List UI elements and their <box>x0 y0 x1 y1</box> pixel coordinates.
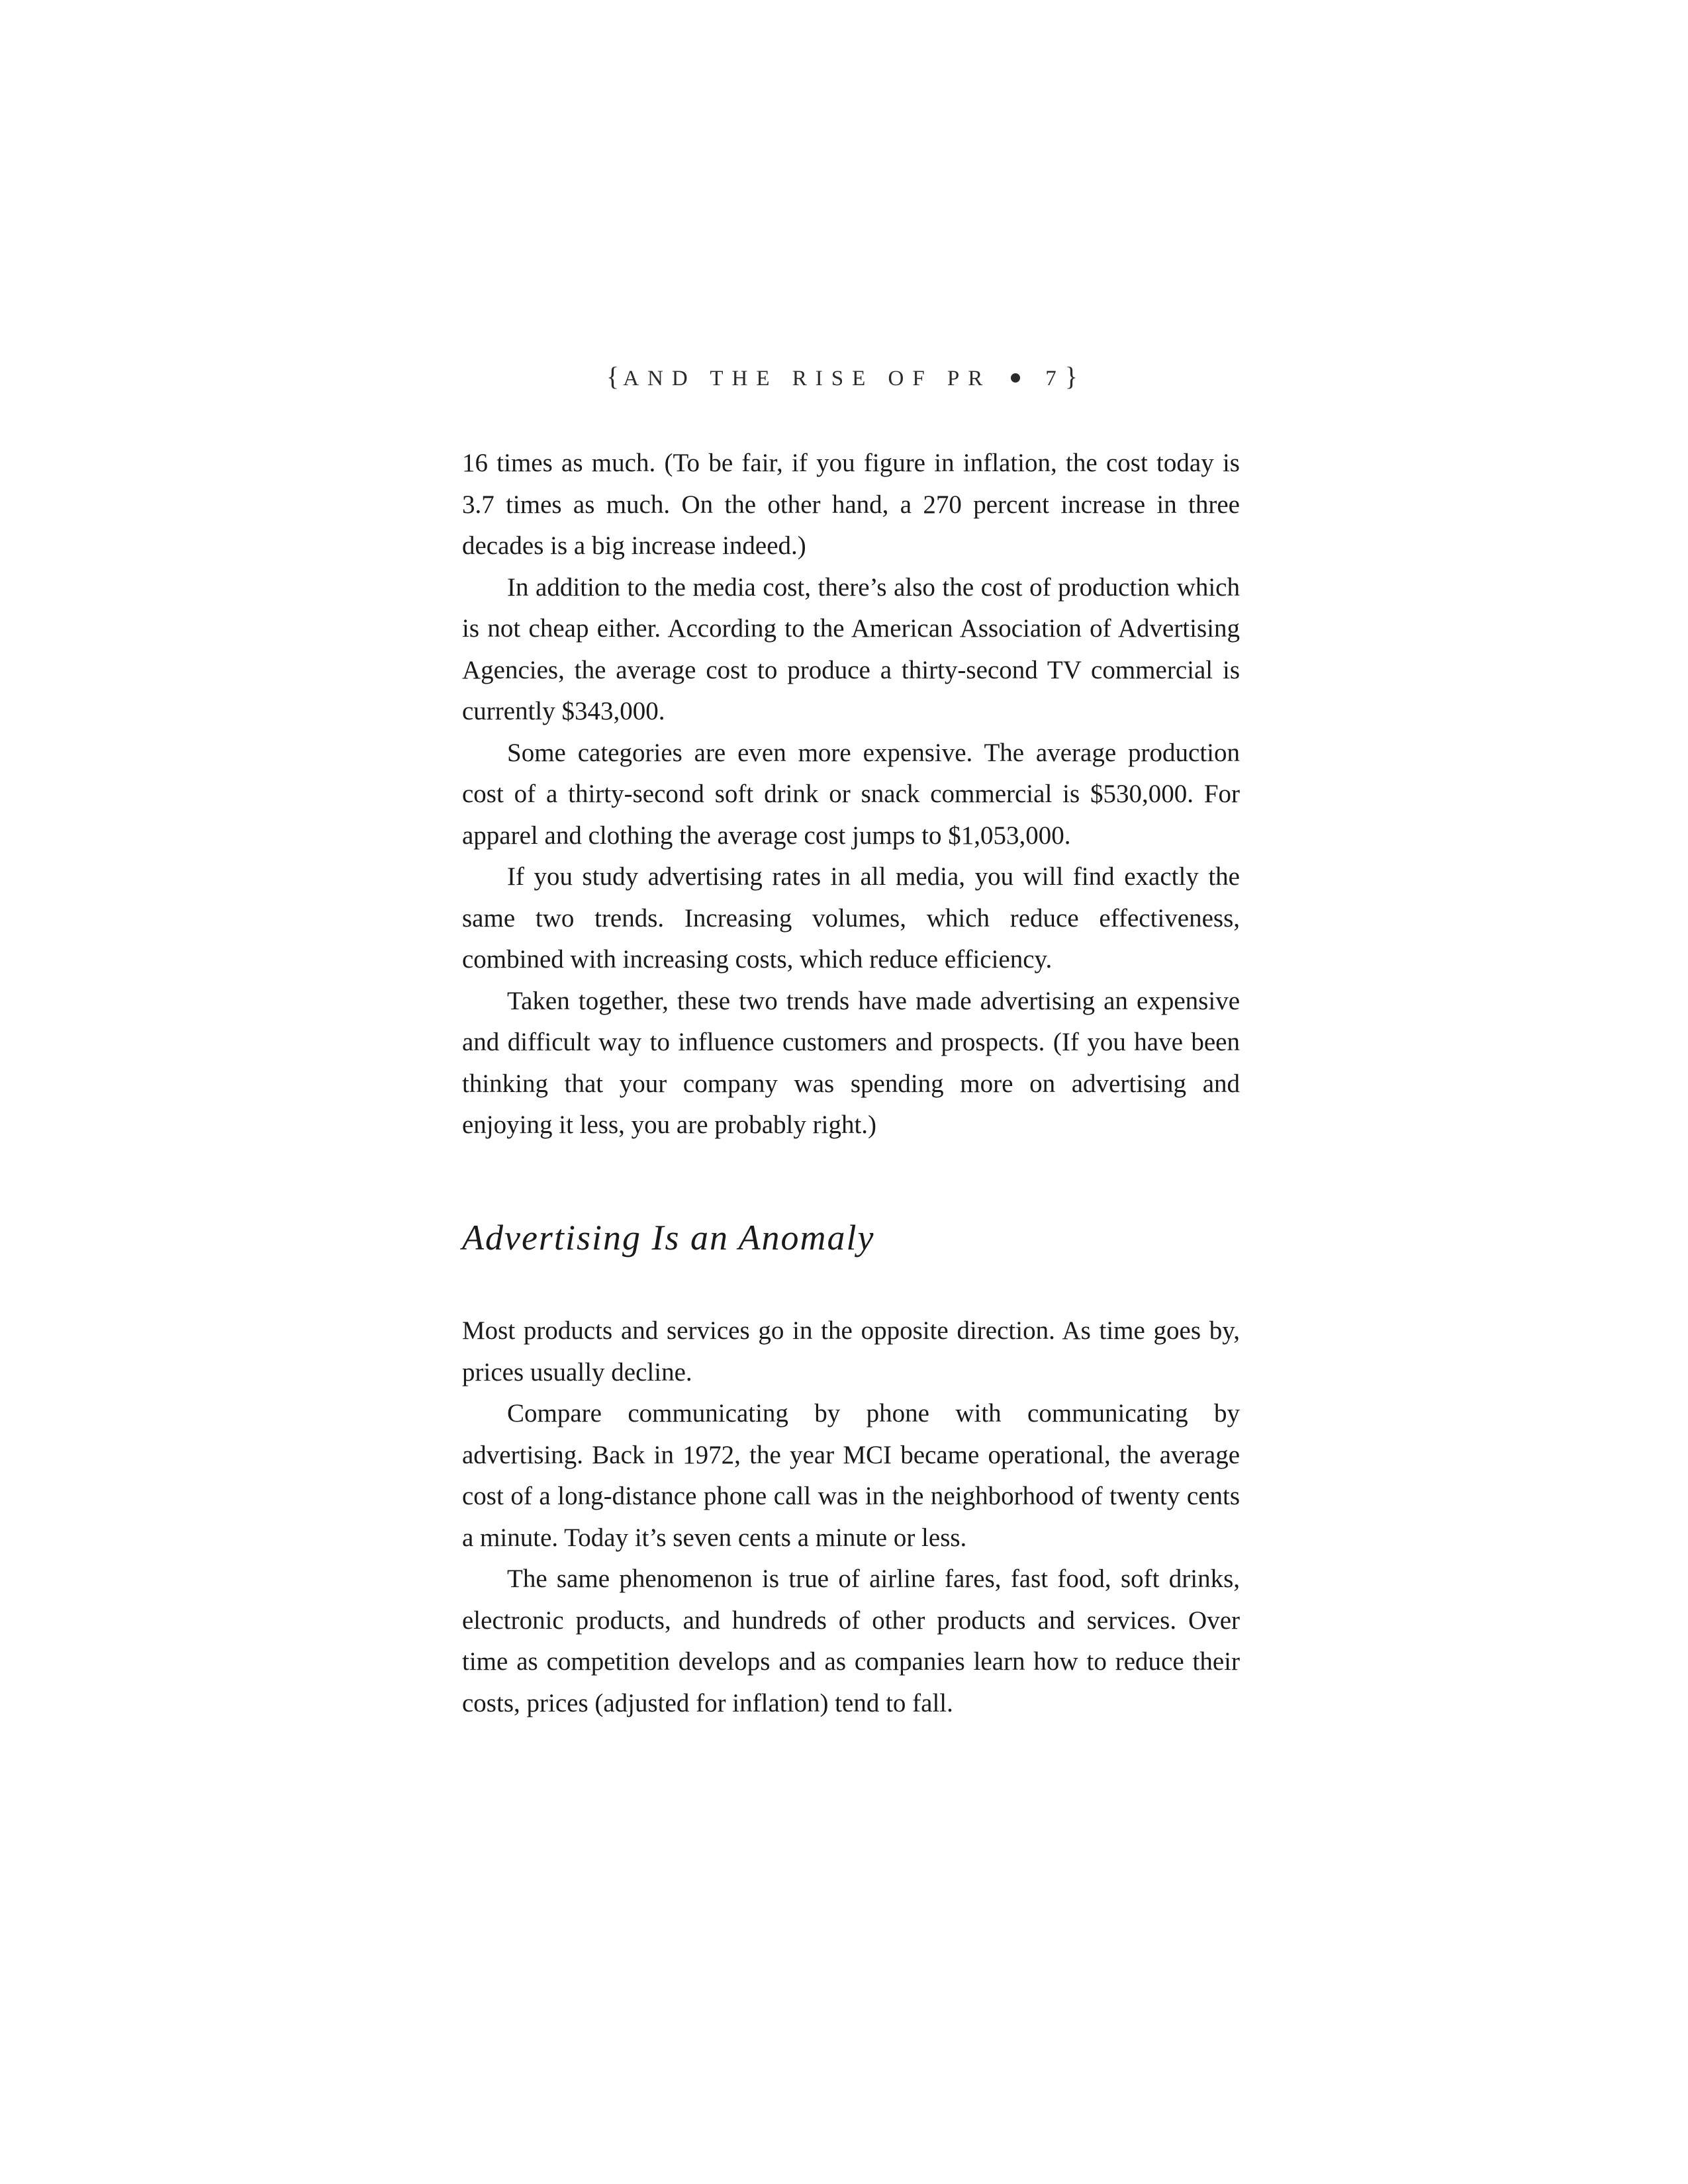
running-head-title: AND THE RISE OF PR <box>623 367 992 390</box>
paragraph: Taken together, these two trends have made advertising an expensive and difficult way to influence customers and prospects. (If you have been thinking that your company was spending more on advertising and enjoying it less, you are probably right.) <box>462 986 1240 1139</box>
section-heading: Advertising Is an Anomaly <box>462 1218 875 1257</box>
paragraph: Most products and services go in the opposite direction. As time goes by, prices usually decline. <box>462 1316 1240 1387</box>
bullet-separator-icon <box>1011 373 1020 383</box>
paragraph: Some categories are even more expensive. The average production cost of a thirty-second soft drink or snack commercial is $530,000. For apparel and clothing the average cost jumps to $1,053,000. <box>462 738 1240 850</box>
page-number: 7 <box>1045 367 1065 390</box>
running-head-close-brace: } <box>1064 361 1082 391</box>
running-head-open-brace: { <box>606 361 624 391</box>
paragraph: 16 times as much. (To be fair, if you figure in inflation, the cost today is 3.7 times as much. On the other hand, a 270 percent increase in three decades is a big increase indeed.) <box>462 449 1240 560</box>
body-text-section-2 <box>462 1310 1240 1724</box>
running-head <box>0 361 1688 392</box>
paragraph: If you study advertising rates in all media, you will find exactly the same two trends. Increasing volumes, which reduce effectiveness, combined with increasing costs, which reduce efficiency. <box>462 862 1240 974</box>
paragraph: Compare communicating by phone with communicating by advertising. Back in 1972, the year MCI became operational, the average cost of a long-distance phone call was in the neighborhood of twenty cents a minute. Today it’s seven cents a minute or less. <box>462 1399 1240 1552</box>
body-text-section-1 <box>462 443 1240 1146</box>
paragraph: In addition to the media cost, there’s also the cost of production which is not cheap either. According to the American Association of Advertising Agencies, the average cost to produce a thirty-second TV commercial is currently $343,000. <box>462 572 1240 725</box>
paragraph: The same phenomenon is true of airline fares, fast food, soft drinks, electronic products, and hundreds of other products and services. Over time as competition develops and as companies learn how to reduce their costs, prices (adjusted for inflation) tend to fall. <box>462 1565 1240 1717</box>
